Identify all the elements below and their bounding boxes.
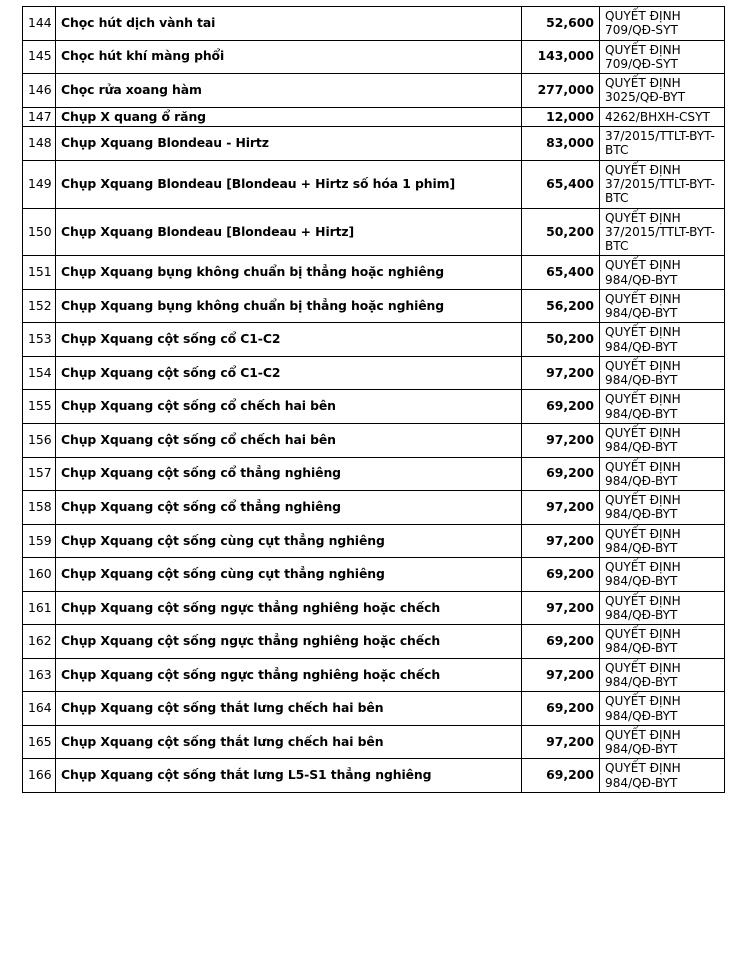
table-row <box>23 390 725 424</box>
row-index: 146 <box>23 74 56 108</box>
reference-document-line: 709/QĐ-SYT <box>605 56 678 71</box>
reference-document-line: BTC <box>605 191 629 206</box>
service-price: 83,000 <box>522 127 600 161</box>
reference-document-line: QUYẾT ĐỊNH <box>605 761 681 776</box>
row-index: 156 <box>23 424 56 458</box>
reference-document-line: 984/QĐ-BYT <box>605 641 678 656</box>
reference-document-line: QUYẾT ĐỊNH <box>605 291 681 306</box>
service-price: 143,000 <box>522 40 600 74</box>
row-index: 149 <box>23 160 56 208</box>
row-index: 153 <box>23 323 56 357</box>
service-name: Chụp Xquang cột sống cùng cụt thẳng nghiêng <box>56 524 522 558</box>
table-row <box>23 658 725 692</box>
reference-document <box>600 658 725 692</box>
service-price: 50,200 <box>522 208 600 256</box>
reference-document-line: QUYẾT ĐỊNH <box>605 459 681 474</box>
reference-document-line: QUYẾT ĐỊNH <box>605 660 681 675</box>
row-index: 157 <box>23 457 56 491</box>
service-name: Chụp Xquang cột sống cổ chếch hai bên <box>56 424 522 458</box>
reference-document-line: 984/QĐ-BYT <box>605 339 678 354</box>
reference-document-line: QUYẾT ĐỊNH <box>605 493 681 508</box>
reference-document <box>600 524 725 558</box>
reference-document-line: 984/QĐ-BYT <box>605 708 678 723</box>
row-index: 144 <box>23 7 56 41</box>
row-index: 155 <box>23 390 56 424</box>
service-name: Chụp Xquang cột sống cổ C1-C2 <box>56 323 522 357</box>
reference-document-line: 984/QĐ-BYT <box>605 742 678 757</box>
reference-document <box>600 160 725 208</box>
row-index: 145 <box>23 40 56 74</box>
service-name: Chụp Xquang bụng không chuẩn bị thẳng hoặc nghiêng <box>56 289 522 323</box>
service-name: Chụp Xquang cột sống thắt lưng L5-S1 thẳng nghiêng <box>56 759 522 793</box>
reference-document <box>600 356 725 390</box>
reference-document-line: 37/2015/TTLT-BYT- <box>605 177 715 192</box>
service-name: Chụp Xquang cột sống cùng cụt thẳng nghiêng <box>56 558 522 592</box>
service-price: 52,600 <box>522 7 600 41</box>
table-row <box>23 558 725 592</box>
reference-document <box>600 759 725 793</box>
row-index: 151 <box>23 256 56 290</box>
table-row <box>23 524 725 558</box>
reference-document <box>600 7 725 41</box>
service-price: 69,200 <box>522 457 600 491</box>
service-name: Chụp Xquang Blondeau [Blondeau + Hirtz] <box>56 208 522 256</box>
reference-document-line: 984/QĐ-BYT <box>605 373 678 388</box>
service-price: 12,000 <box>522 107 600 127</box>
row-index: 162 <box>23 625 56 659</box>
reference-document-line: 984/QĐ-BYT <box>605 306 678 321</box>
reference-document-line: 984/QĐ-BYT <box>605 406 678 421</box>
reference-document-line: 984/QĐ-BYT <box>605 607 678 622</box>
table-row <box>23 625 725 659</box>
service-price: 97,200 <box>522 524 600 558</box>
service-price: 69,200 <box>522 759 600 793</box>
reference-document-line: QUYẾT ĐỊNH <box>605 727 681 742</box>
table-row <box>23 725 725 759</box>
row-index: 154 <box>23 356 56 390</box>
reference-document-line: QUYẾT ĐỊNH <box>605 162 681 177</box>
row-index: 152 <box>23 289 56 323</box>
row-index: 150 <box>23 208 56 256</box>
reference-document-line: 984/QĐ-BYT <box>605 540 678 555</box>
service-name: Chụp Xquang cột sống ngực thẳng nghiêng hoặc chếch <box>56 625 522 659</box>
reference-document-line: QUYẾT ĐỊNH <box>605 526 681 541</box>
reference-document-line: 709/QĐ-SYT <box>605 23 678 38</box>
row-index: 148 <box>23 127 56 161</box>
service-name: Chụp Xquang cột sống cổ thẳng nghiêng <box>56 457 522 491</box>
row-index: 164 <box>23 692 56 726</box>
row-index: 147 <box>23 107 56 127</box>
reference-document-line: 984/QĐ-BYT <box>605 507 678 522</box>
table-body <box>23 7 725 793</box>
table-row <box>23 256 725 290</box>
reference-document <box>600 725 725 759</box>
table-row <box>23 289 725 323</box>
service-name: Chụp Xquang cột sống cổ thẳng nghiêng <box>56 491 522 525</box>
reference-document-line: 984/QĐ-BYT <box>605 440 678 455</box>
service-price: 97,200 <box>522 356 600 390</box>
reference-document <box>600 390 725 424</box>
service-price: 50,200 <box>522 323 600 357</box>
reference-document-line: 984/QĐ-BYT <box>605 775 678 790</box>
reference-document <box>600 625 725 659</box>
reference-document-line: QUYẾT ĐỊNH <box>605 426 681 440</box>
reference-document-line: QUYẾT ĐỊNH <box>605 210 681 225</box>
reference-document <box>600 424 725 458</box>
service-price: 69,200 <box>522 558 600 592</box>
reference-document-line: QUYẾT ĐỊNH <box>605 560 681 575</box>
table-row <box>23 591 725 625</box>
table-row <box>23 107 725 127</box>
service-name: Chụp Xquang cột sống ngực thẳng nghiêng hoặc chếch <box>56 658 522 692</box>
service-name: Chụp Xquang Blondeau [Blondeau + Hirtz số hóa 1 phim] <box>56 160 522 208</box>
reference-document <box>600 491 725 525</box>
service-price: 97,200 <box>522 491 600 525</box>
reference-document <box>600 457 725 491</box>
reference-document-line: QUYẾT ĐỊNH <box>605 358 681 373</box>
table-row <box>23 160 725 208</box>
table-row <box>23 7 725 41</box>
service-price: 97,200 <box>522 725 600 759</box>
table-row <box>23 40 725 74</box>
reference-document <box>600 558 725 592</box>
row-index: 161 <box>23 591 56 625</box>
service-name: Chụp X quang ổ răng <box>56 107 522 127</box>
reference-document <box>600 127 725 161</box>
reference-document-line: 37/2015/TTLT-BYT- <box>605 129 715 144</box>
reference-document-line: 984/QĐ-BYT <box>605 574 678 589</box>
service-name: Chụp Xquang cột sống ngực thẳng nghiêng hoặc chếch <box>56 591 522 625</box>
row-index: 163 <box>23 658 56 692</box>
reference-document-line: BTC <box>605 239 629 254</box>
reference-document-line: 984/QĐ-BYT <box>605 473 678 488</box>
table-row <box>23 424 725 458</box>
reference-document-line: QUYẾT ĐỊNH <box>605 325 681 340</box>
reference-document-line: QUYẾT ĐỊNH <box>605 258 681 273</box>
reference-document-line: QUYẾT ĐỊNH <box>605 42 681 57</box>
service-name: Chụp Xquang cột sống thắt lưng chếch hai bên <box>56 692 522 726</box>
reference-document-line: 3025/QĐ-BYT <box>605 90 686 105</box>
table-row <box>23 356 725 390</box>
reference-document-line: QUYẾT ĐỊNH <box>605 392 681 407</box>
service-name: Chọc hút dịch vành tai <box>56 7 522 41</box>
row-index: 160 <box>23 558 56 592</box>
service-price: 65,400 <box>522 160 600 208</box>
reference-document <box>600 692 725 726</box>
service-name: Chụp Xquang cột sống cổ C1-C2 <box>56 356 522 390</box>
table-row <box>23 491 725 525</box>
table-row <box>23 323 725 357</box>
service-name: Chụp Xquang cột sống thắt lưng chếch hai bên <box>56 725 522 759</box>
row-index: 165 <box>23 725 56 759</box>
service-price: 277,000 <box>522 74 600 108</box>
service-name: Chụp Xquang Blondeau - Hirtz <box>56 127 522 161</box>
reference-document-line: BTC <box>605 143 629 158</box>
reference-document-line: QUYẾT ĐỊNH <box>605 76 681 91</box>
reference-document <box>600 323 725 357</box>
medical-service-price-table <box>22 6 725 793</box>
reference-document-line: QUYẾT ĐỊNH <box>605 593 681 608</box>
service-price: 65,400 <box>522 256 600 290</box>
reference-document <box>600 74 725 108</box>
service-price: 56,200 <box>522 289 600 323</box>
reference-document-line: 984/QĐ-BYT <box>605 272 678 287</box>
reference-document-line: QUYẾT ĐỊNH <box>605 9 681 23</box>
table-row <box>23 127 725 161</box>
row-index: 159 <box>23 524 56 558</box>
table-row <box>23 74 725 108</box>
service-price: 97,200 <box>522 591 600 625</box>
table-row <box>23 692 725 726</box>
reference-document-line: 4262/BHXH-CSYT <box>605 109 710 124</box>
table-row <box>23 208 725 256</box>
service-name: Chụp Xquang bụng không chuẩn bị thẳng hoặc nghiêng <box>56 256 522 290</box>
reference-document-line: 984/QĐ-BYT <box>605 674 678 689</box>
table-row <box>23 457 725 491</box>
service-name: Chọc hút khí màng phổi <box>56 40 522 74</box>
service-name: Chụp Xquang cột sống cổ chếch hai bên <box>56 390 522 424</box>
table-row <box>23 759 725 793</box>
row-index: 158 <box>23 491 56 525</box>
reference-document <box>600 208 725 256</box>
service-price: 69,200 <box>522 692 600 726</box>
reference-document <box>600 256 725 290</box>
service-price: 97,200 <box>522 658 600 692</box>
service-name: Chọc rửa xoang hàm <box>56 74 522 108</box>
row-index: 166 <box>23 759 56 793</box>
reference-document-line: 37/2015/TTLT-BYT- <box>605 224 715 239</box>
reference-document-line: QUYẾT ĐỊNH <box>605 694 681 709</box>
reference-document <box>600 107 725 127</box>
service-price: 69,200 <box>522 625 600 659</box>
reference-document <box>600 289 725 323</box>
reference-document <box>600 591 725 625</box>
service-price: 69,200 <box>522 390 600 424</box>
service-price: 97,200 <box>522 424 600 458</box>
reference-document-line: QUYẾT ĐỊNH <box>605 627 681 642</box>
reference-document <box>600 40 725 74</box>
